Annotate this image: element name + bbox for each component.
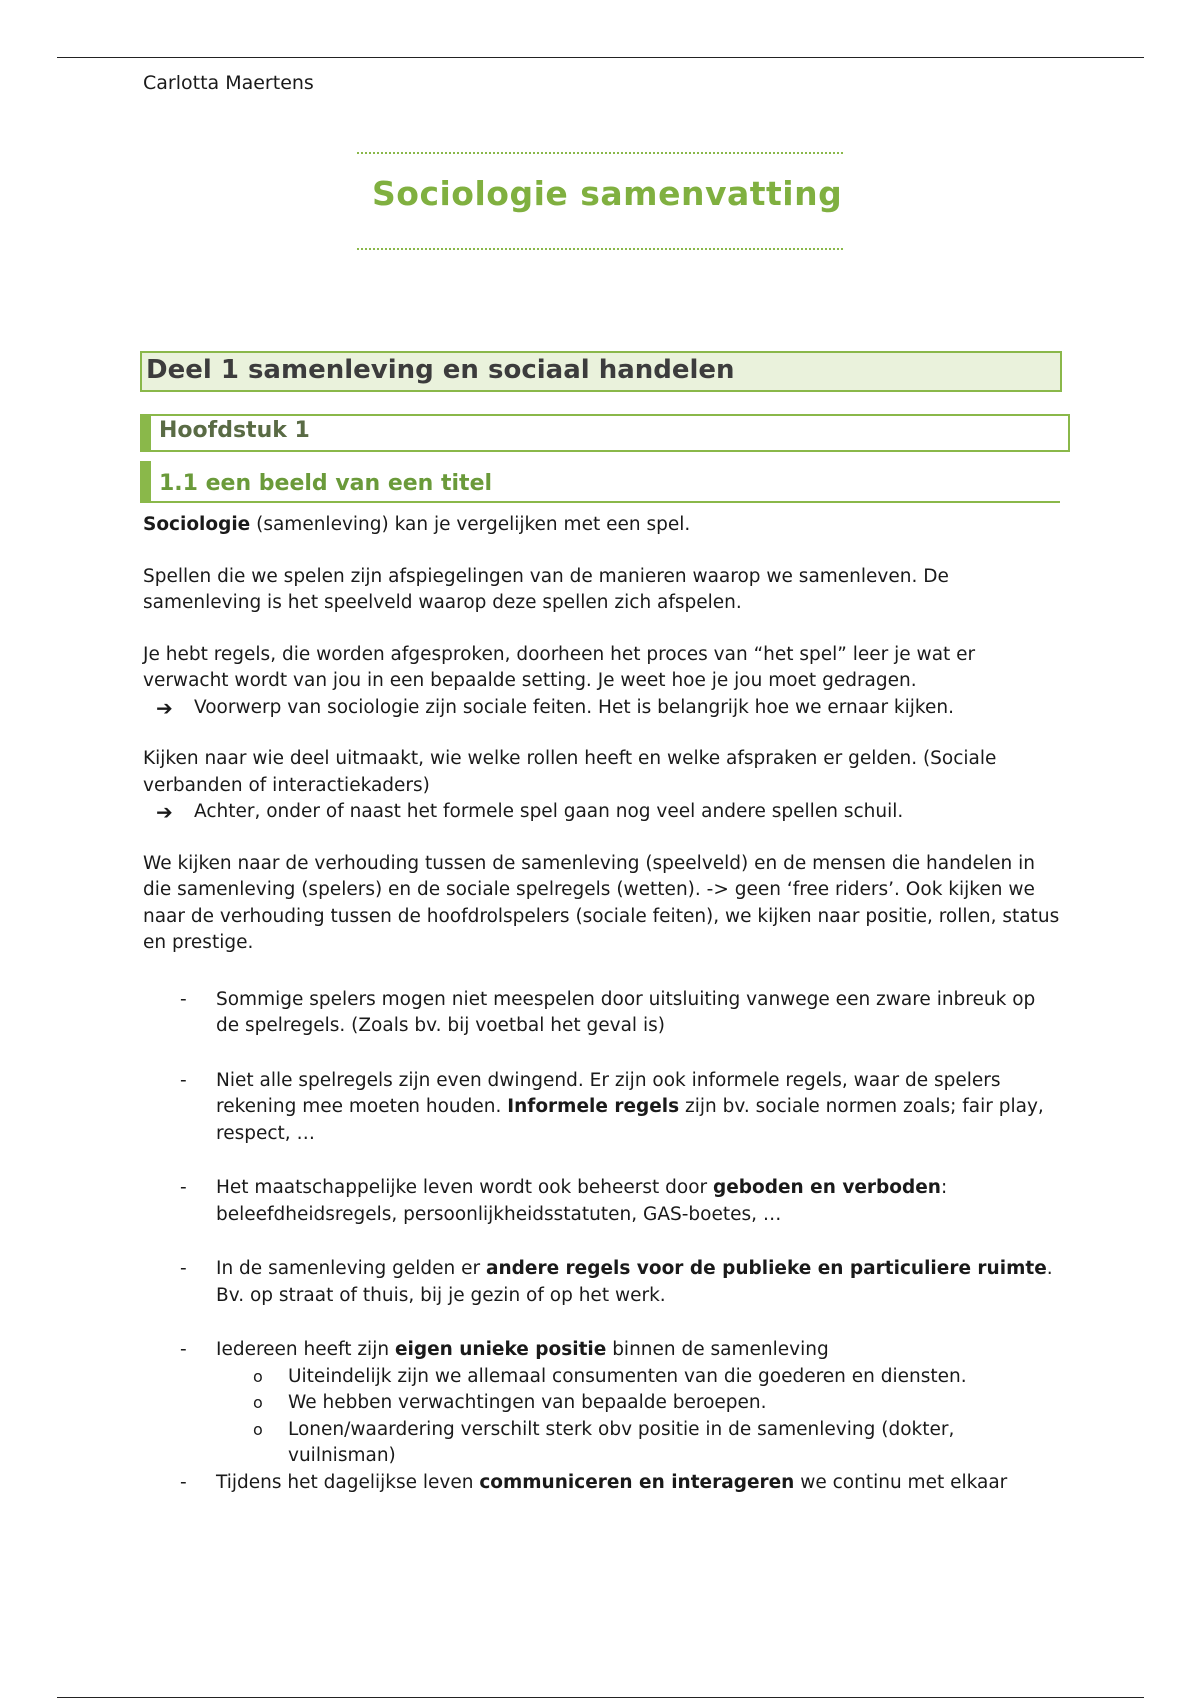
- list-item: [143, 1256, 1063, 1309]
- circle-bullet: o: [253, 1393, 263, 1412]
- sub-list-item: [143, 1364, 1063, 1391]
- paragraph: [143, 512, 1063, 539]
- list-item: [143, 1068, 1063, 1148]
- list-item-text: Niet alle spelregels zijn even dwingend. Er zijn ook informele regels, waar de spelers rekening mee moeten houden.: [216, 1069, 1001, 1117]
- paragraph: We kijken naar de verhouding tussen de samenleving (speelveld) en de mensen die handelen in die samenleving (spelers) en de sociale spelregels (wetten). -> geen ‘free riders’. Ook kijken we naar de verhouding tussen de hoofdrolspelers (sociale feiten), we kijken naar positie, rollen, status en prestige.: [143, 852, 1060, 953]
- paragraph: Je hebt regels, die worden afgesproken, doorheen het proces van “het spel” leer je wat er verwacht wordt van jou in een bepaalde setting. Je weet hoe je jou moet gedragen.: [143, 643, 976, 691]
- heading-section-text: 1.1 een beeld van een titel: [159, 471, 493, 496]
- list-item-text: Iedereen heeft zijn: [216, 1339, 395, 1360]
- list-item-text: . Bv. op straat of thuis, bij je gezin of op het werk.: [216, 1258, 1053, 1306]
- arrow-point: [143, 799, 1063, 826]
- paragraph: Kijken naar wie deel uitmaakt, wie welke rollen heeft en welke afspraken er gelden. (Sociale verbanden of interactiekaders): [143, 748, 997, 796]
- bullet-list: [143, 987, 1063, 1497]
- sub-list-item-text: We hebben verwachtingen van bepaalde beroepen.: [288, 1392, 767, 1413]
- list-item: [143, 1175, 1063, 1228]
- heading-chapter: [140, 414, 1070, 452]
- author-name: Carlotta Maertens: [143, 72, 314, 94]
- arrow-icon: ➔: [156, 695, 173, 720]
- list-item-text: zijn bv. sociale normen zoals; fair play, respect, …: [216, 1096, 1044, 1144]
- list-item-text: : beleefdheidsregels, persoonlijkheidsstatuten, GAS-boetes, …: [216, 1177, 948, 1225]
- list-item-text: Tijdens het dagelijkse leven: [216, 1471, 480, 1493]
- list-item: [143, 987, 1063, 1040]
- list-item-text: binnen de samenleving: [606, 1339, 829, 1360]
- sub-list-item-text: Lonen/waardering verschilt sterk obv positie in de samenleving (dokter, vuilnisman): [288, 1418, 955, 1466]
- bold-term: Sociologie: [143, 514, 251, 535]
- list-item: [143, 1337, 1063, 1470]
- header-rule: [57, 57, 1144, 58]
- circle-bullet: o: [253, 1366, 263, 1386]
- text: (samenleving) kan je vergelijken met een spel.: [250, 514, 691, 535]
- heading-part-text: Deel 1 samenleving en sociaal handelen: [146, 355, 735, 385]
- arrow-point: [143, 695, 1063, 722]
- sub-list: [216, 1364, 1063, 1470]
- list-item-text: Het maatschappelijke leven wordt ook beheerst door: [216, 1177, 714, 1198]
- heading-part: [140, 351, 1062, 392]
- dash-bullet: -: [180, 1069, 187, 1091]
- title-box: [357, 152, 843, 250]
- bold-term: andere regels voor de publieke en particuliere ruimte: [486, 1258, 1047, 1279]
- dash-bullet: -: [180, 1258, 187, 1279]
- bold-term: communiceren en interageren: [479, 1471, 795, 1493]
- arrow-text: Achter, onder of naast het formele spel gaan nog veel andere spellen schuil.: [194, 801, 904, 822]
- list-item-text: we continu met elkaar: [794, 1471, 1008, 1493]
- dash-bullet: -: [180, 1177, 187, 1198]
- dash-bullet: -: [180, 1471, 187, 1493]
- heading-chapter-text: Hoofdstuk 1: [159, 418, 310, 443]
- list-item-text: In de samenleving gelden er: [216, 1258, 486, 1279]
- body-content: [143, 512, 1063, 1496]
- document-title: Sociologie samenvatting: [372, 174, 843, 213]
- dash-bullet: -: [180, 1339, 187, 1360]
- sub-list-item: [143, 1417, 1063, 1470]
- bold-term: geboden en verboden: [713, 1177, 941, 1198]
- circle-bullet: o: [253, 1419, 263, 1439]
- bold-term: Informele regels: [507, 1096, 680, 1117]
- list-item: [143, 1470, 1063, 1497]
- heading-section: [140, 461, 1060, 503]
- sub-list-item-text: Uiteindelijk zijn we allemaal consumenten van die goederen en diensten.: [288, 1365, 967, 1387]
- dash-bullet: -: [180, 988, 187, 1010]
- paragraph: Spellen die we spelen zijn afspiegelingen van de manieren waarop we samenleven. De samenleving is het speelveld waarop deze spellen zich afspelen.: [143, 565, 949, 613]
- arrow-icon: ➔: [156, 800, 173, 824]
- arrow-text: Voorwerp van sociologie zijn sociale feiten. Het is belangrijk hoe we ernaar kijken.: [194, 696, 954, 718]
- bold-term: eigen unieke positie: [394, 1339, 607, 1360]
- footer-rule: [57, 1697, 1144, 1698]
- list-item-text: Sommige spelers mogen niet meespelen door uitsluiting vanwege een zware inbreuk op de spelregels. (Zoals bv. bij voetbal het geval is): [216, 988, 1036, 1036]
- sub-list-item: [143, 1390, 1063, 1417]
